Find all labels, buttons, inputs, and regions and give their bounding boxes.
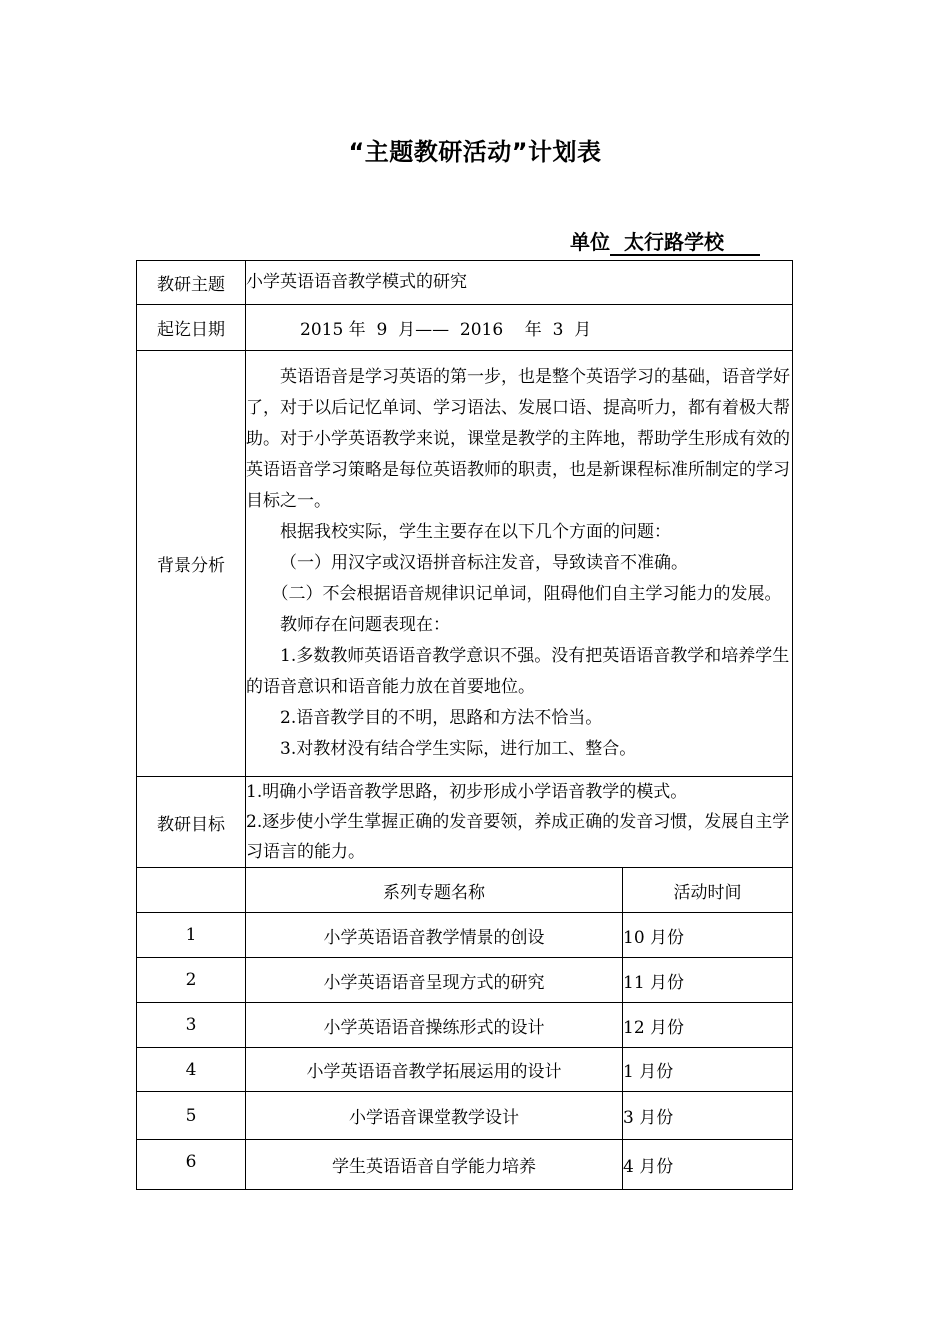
series-no: 2 xyxy=(137,958,246,1003)
series-header-name: 系列专题名称 xyxy=(246,868,623,913)
goals-row xyxy=(137,777,793,868)
background-paragraph: （二）不会根据语音规律识记单词，阻碍他们自主学习能力的发展。 xyxy=(271,584,782,604)
plan-table xyxy=(136,260,793,1190)
background-paragraph: （一）用汉字或汉语拼音标注发音，导致读音不准确。 xyxy=(280,553,688,573)
series-name: 小学英语语音操练形式的设计 xyxy=(246,1003,623,1048)
unit-label: 单位 xyxy=(570,230,610,254)
series-time: 1 月份 xyxy=(623,1048,793,1092)
background-paragraph: 英语语音是学习英语的第一步，也是整个英语学习的基础，语音学好了，对于以后记忆单词、学习语法、发展口语、提高听力，都有着极大帮助。对于小学英语教学来说，课堂是教学的主阵地，帮助学生形成有效的英语语音学习策略是每位英语教师的职责，也是新课程标准所制定的学习目标之一。 xyxy=(246,367,790,511)
table-row xyxy=(137,958,793,1003)
series-name: 小学语音课堂教学设计 xyxy=(246,1092,623,1140)
dates-row xyxy=(137,305,793,351)
table-row xyxy=(137,1140,793,1190)
series-time: 4 月份 xyxy=(623,1140,793,1190)
topic-label: 教研主题 xyxy=(137,261,246,305)
series-header-row xyxy=(137,868,793,913)
background-row xyxy=(137,351,793,777)
table-row xyxy=(137,1048,793,1092)
series-time: 10 月份 xyxy=(623,913,793,958)
series-no: 1 xyxy=(137,913,246,958)
series-header-time: 活动时间 xyxy=(623,868,793,913)
series-name: 小学英语语音呈现方式的研究 xyxy=(246,958,623,1003)
series-time: 11 月份 xyxy=(623,958,793,1003)
series-time: 3 月份 xyxy=(623,1092,793,1140)
goals-label: 教研目标 xyxy=(137,777,246,868)
topic-value: 小学英语语音教学模式的研究 xyxy=(246,261,793,305)
unit-value: 太行路学校 xyxy=(610,230,760,256)
series-name: 学生英语语音自学能力培养 xyxy=(246,1140,623,1190)
dates-value: 2015 年 9 月—— 2016 年 3 月 xyxy=(246,305,793,351)
background-paragraph: 3.对教材没有结合学生实际，进行加工、整合。 xyxy=(280,739,637,759)
series-no: 6 xyxy=(137,1140,246,1190)
topic-row xyxy=(137,261,793,305)
series-time: 12 月份 xyxy=(623,1003,793,1048)
series-no: 4 xyxy=(137,1048,246,1092)
series-no: 3 xyxy=(137,1003,246,1048)
background-paragraph: 根据我校实际，学生主要存在以下几个方面的问题： xyxy=(280,522,671,542)
table-row xyxy=(137,1003,793,1048)
background-label: 背景分析 xyxy=(137,351,246,777)
series-header-blank xyxy=(137,868,246,913)
background-paragraph: 2.语音教学目的不明，思路和方法不恰当。 xyxy=(280,708,603,728)
background-content xyxy=(246,351,793,777)
background-paragraph: 1.多数教师英语语音教学意识不强。没有把英语语音教学和培养学生的语音意识和语音能力放在首要地位。 xyxy=(246,646,790,697)
goal-item: 1.明确小学语音教学思路，初步形成小学语音教学的模式。 xyxy=(246,782,688,802)
goal-item: 2.逐步使小学生掌握正确的发音要领，养成正确的发音习惯，发展自主学习语言的能力。 xyxy=(246,812,790,862)
series-name: 小学英语语音教学拓展运用的设计 xyxy=(246,1048,623,1092)
series-name: 小学英语语音教学情景的创设 xyxy=(246,913,623,958)
unit-line xyxy=(570,226,760,256)
table-row xyxy=(137,1092,793,1140)
page-title: “主题教研活动”计划表 xyxy=(348,138,602,166)
goals-content xyxy=(246,777,793,868)
table-row xyxy=(137,913,793,958)
dates-label: 起讫日期 xyxy=(137,305,246,351)
series-no: 5 xyxy=(137,1092,246,1140)
background-paragraph: 教师存在问题表现在： xyxy=(280,615,450,635)
